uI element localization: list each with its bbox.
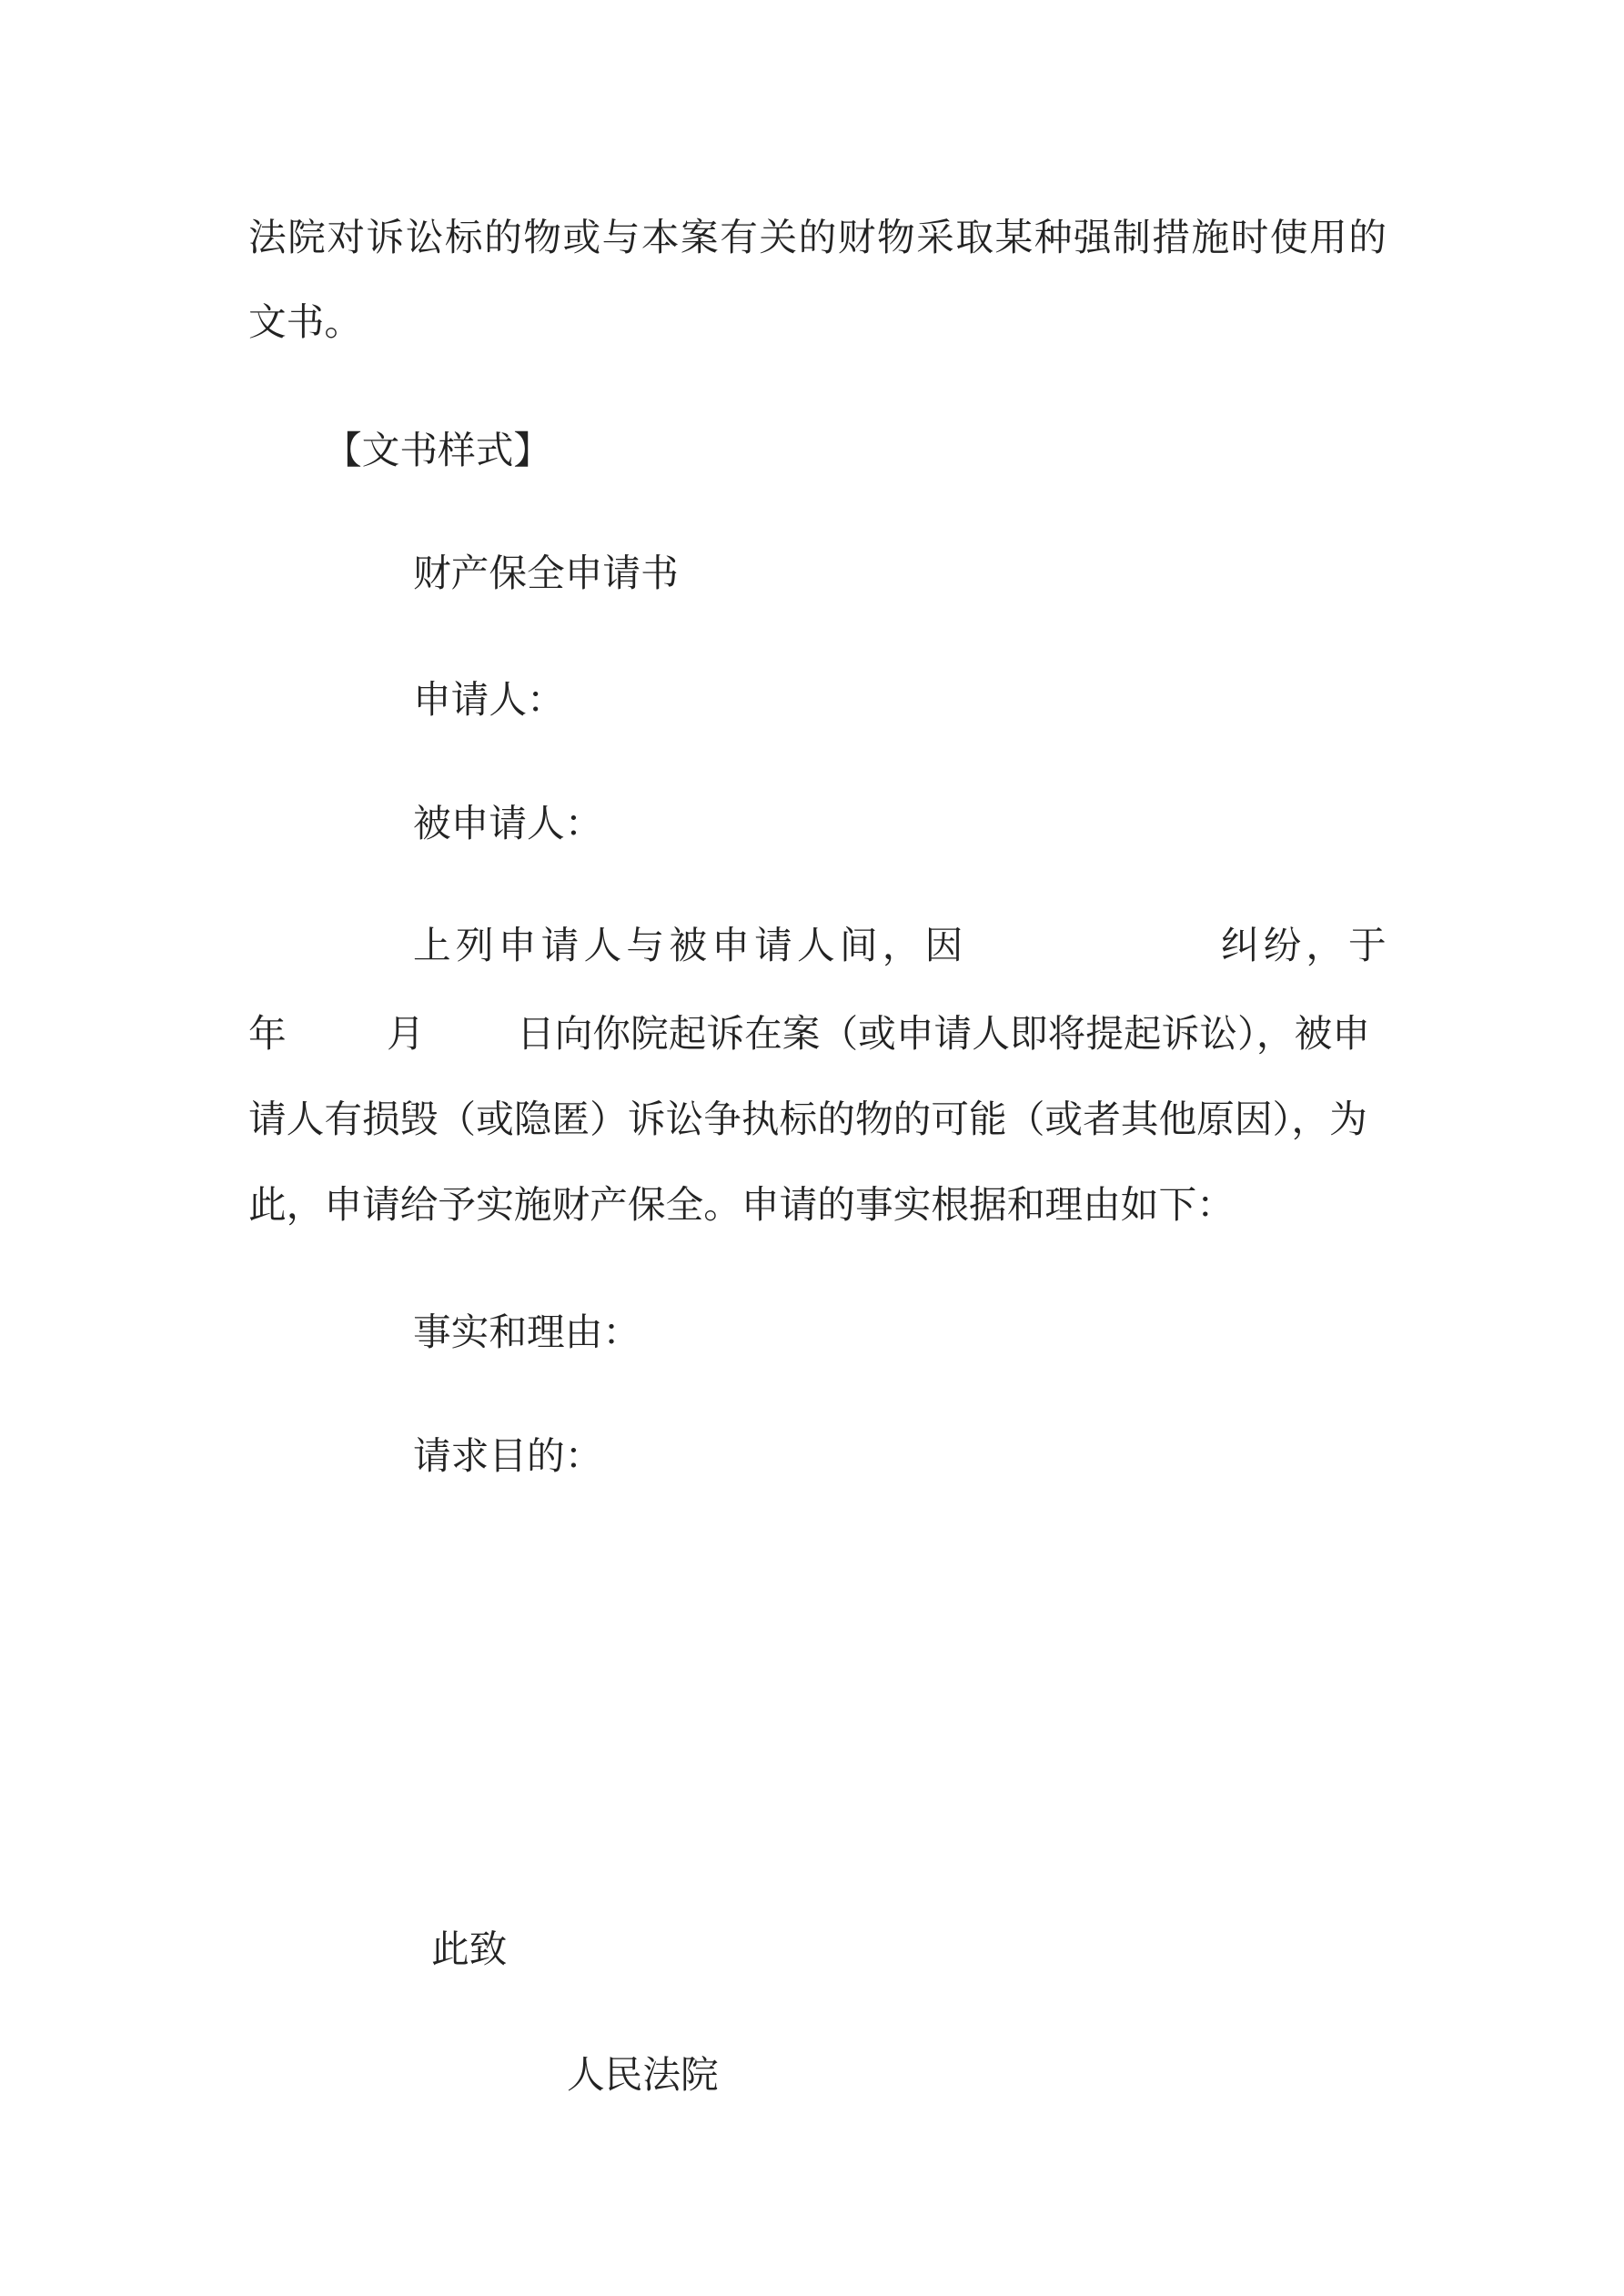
statement-year-label: 年 xyxy=(248,1011,287,1056)
section-heading: 【文书样式】 xyxy=(324,428,552,472)
statement-line-1-start: 上列申请人与被申请人间，因 xyxy=(413,923,968,967)
respondent-label: 被申请人： xyxy=(413,801,603,845)
intro-text-line: 文书。 xyxy=(248,299,363,344)
applicant-label: 申请人： xyxy=(413,677,565,722)
statement-line-2-rest: 日向你院起诉在案（或申请人即将提起诉讼），被申 xyxy=(517,1011,1370,1056)
closing-salutation: 此致 xyxy=(431,1927,508,1971)
request-label: 请求目的： xyxy=(413,1433,603,1478)
intro-text-line: 法院对诉讼标的物或与本案有关的财物采取某种强制措施时使用的 xyxy=(248,215,1388,259)
statement-line-1-end: 纠纷，于 xyxy=(1221,923,1391,967)
addressee-court: 人民法院 xyxy=(567,2052,719,2097)
form-title: 财产保全申请书 xyxy=(413,551,679,595)
statement-month-label: 月 xyxy=(387,1011,425,1056)
statement-line-3: 请人有损毁（或隐匿）诉讼争执标的物的可能（或者其他原因），为 xyxy=(248,1097,1367,1141)
statement-line-4: 此，申请给予实施财产保全。申请的事实根据和理由如下： xyxy=(248,1182,1235,1227)
facts-label: 事实和理由： xyxy=(413,1310,641,1354)
